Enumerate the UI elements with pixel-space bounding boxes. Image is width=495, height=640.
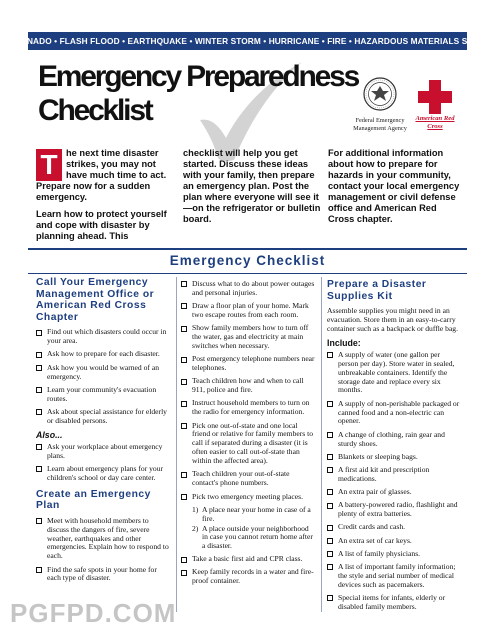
checklist-item-text: Ask how to prepare for each disaster.: [47, 349, 160, 359]
checkbox-icon[interactable]: [36, 518, 42, 524]
checklist-item: [181, 280, 316, 298]
checkbox-icon[interactable]: [181, 570, 187, 576]
checkbox-icon[interactable]: [327, 595, 333, 601]
checkbox-icon[interactable]: [36, 409, 42, 415]
checkbox-icon[interactable]: [327, 551, 333, 557]
watermark: PGFPD.COM: [10, 598, 177, 628]
checkbox-icon[interactable]: [36, 330, 42, 336]
checklist-item: [327, 466, 462, 484]
hazard-banner: TORNADO • FLASH FLOOD • EARTHQUAKE • WINTER STORM • HURRICANE • FIRE • HAZARDOUS MATERIALS SPILL: [28, 32, 467, 50]
checkbox-icon[interactable]: [181, 357, 187, 363]
checklist-item: [181, 377, 316, 395]
checkbox-icon[interactable]: [327, 503, 333, 509]
checklist-item: [181, 470, 316, 488]
checklist-item-text: Credit cards and cash.: [338, 522, 406, 532]
checklist-item: [327, 488, 462, 497]
meeting-place-number: 1): [192, 504, 199, 514]
checkbox-icon[interactable]: [181, 494, 187, 500]
checkbox-icon[interactable]: [181, 401, 187, 407]
red-cross-icon: [416, 78, 454, 116]
checklist-item: [36, 517, 171, 562]
checklist-item: [327, 563, 462, 590]
checklist-item: [36, 408, 171, 426]
checklist-item: [181, 302, 316, 320]
checklist-item: [327, 594, 462, 612]
checklist-item: [181, 493, 316, 502]
checklist-item-text: Blankets or sleeping bags.: [338, 451, 418, 461]
create-plan-heading: Create an Emergency Plan: [36, 488, 151, 512]
checklist-item-text: A supply of water (one gallon per person per day). Store water in sealed, unbreakable containers. Identify the storage date and replace every six months.: [338, 349, 455, 395]
checkbox-icon[interactable]: [327, 538, 333, 544]
checklist-item-text: Take a basic first aid and CPR class.: [192, 554, 303, 564]
also-heading: Also...: [36, 429, 63, 440]
checklist-item: [327, 523, 462, 532]
checklist-item: [327, 400, 462, 427]
column-rule-2: [321, 277, 322, 612]
meeting-place-item: [192, 525, 316, 552]
checklist-item-text: Learn about emergency plans for your children's school or day care center.: [47, 463, 164, 482]
fema-seal-icon: [363, 77, 397, 111]
checklist-item-text: Teach children your out-of-state contact's phone numbers.: [192, 469, 290, 488]
meeting-place-number: 2): [192, 523, 199, 533]
checklist-item: [181, 555, 316, 564]
checklist-item: [181, 422, 316, 467]
intro-paragraph-2: Learn how to protect yourself and cope with disaster by planning ahead. This: [36, 209, 167, 241]
checklist-item: [327, 431, 462, 449]
checkbox-icon[interactable]: [327, 432, 333, 438]
checkbox-icon[interactable]: [36, 387, 42, 393]
checkbox-icon[interactable]: [327, 564, 333, 570]
checkbox-icon[interactable]: [181, 423, 187, 429]
checklist-item-text: An extra pair of glasses.: [338, 487, 412, 497]
intro-paragraph-1: he next time disaster strikes, you may not have much time to act. Prepare now for a sudden emergency.: [36, 148, 167, 202]
checkbox-icon[interactable]: [181, 326, 187, 332]
checklist-item: [327, 537, 462, 546]
meeting-places-list: [192, 506, 316, 552]
red-cross-caption: American Red Cross: [415, 115, 455, 130]
section-divider-top: [28, 248, 467, 250]
checklist-item-text: A list of family physicians.: [338, 548, 421, 558]
checklist-item: [36, 443, 171, 461]
checklist-item-text: Special items for infants, elderly or disabled family members.: [338, 593, 446, 611]
checkbox-icon[interactable]: [327, 454, 333, 460]
column-rule-1: [176, 277, 177, 612]
meeting-place-text: A place outside your neighborhood in case you cannot return home after a disaster.: [202, 523, 313, 551]
checklist-item-text: Meet with household members to discuss the dangers of fire, severe weather, earthquakes and other emergencies. Explain how to respond to each.: [47, 515, 169, 561]
supplies-kit-intro: Assemble supplies you might need in an evacuation. Store them in an easy-to-carry container such as a backpack or duffle bag.: [327, 306, 459, 333]
checklist-item-text: Teach children how and when to call 911, police and fire.: [192, 376, 304, 395]
checklist-column-2: [181, 280, 316, 591]
checklist-item-text: Post emergency telephone numbers near telephones.: [192, 354, 315, 373]
checklist-item: [36, 328, 171, 346]
checklist-item: [36, 386, 171, 404]
checklist-item-text: Pick two emergency meeting places.: [192, 491, 303, 501]
drop-cap: T: [36, 149, 62, 181]
intro-column-1: [36, 148, 172, 242]
checklist-item-text: An extra set of car keys.: [338, 535, 412, 545]
checklist-item: [36, 350, 171, 359]
checklist-item-text: A supply of non-perishable packaged or canned food and a non-electric can opener.: [338, 398, 460, 426]
intro-column-3: For additional information about how to prepare for hazards in your community, contact your local emergency management or civil defense office and American Red Cross chapter.: [328, 148, 460, 224]
title-line-2: Checklist: [38, 94, 152, 127]
section-divider-bottom: [28, 273, 467, 274]
checkbox-icon[interactable]: [36, 352, 42, 358]
checklist-item: [327, 351, 462, 396]
checkbox-icon[interactable]: [327, 489, 333, 495]
checkbox-icon[interactable]: [327, 467, 333, 473]
checklist-item: [327, 501, 462, 519]
checkbox-icon[interactable]: [36, 567, 42, 573]
checklist-item-text: Keep family records in a water and fire-proof container.: [192, 567, 314, 586]
section-heading: Emergency Checklist: [169, 253, 326, 268]
checklist-item-text: A change of clothing, rain gear and sturdy shoes.: [338, 429, 445, 448]
supplies-kit-heading: Prepare a Disaster Supplies Kit: [327, 279, 427, 302]
checkbox-icon[interactable]: [327, 352, 333, 358]
column-1-heading: Call Your Emergency Management Office or American Red Cross Chapter: [36, 277, 155, 323]
checklist-item-text: Find out which disasters could occur in your area.: [47, 327, 167, 346]
checklist-item: [181, 568, 316, 586]
checklist-item-text: Instruct household members to turn on the radio for emergency information.: [192, 398, 310, 417]
checklist-item-text: Pick one out-of-state and one local friend or relative for family members to call if separated during a disaster (it is often easier to call out-of-state than within the affected area).: [192, 420, 314, 466]
checkbox-icon[interactable]: [181, 303, 187, 309]
checkbox-icon[interactable]: [181, 557, 187, 563]
checkbox-icon[interactable]: [181, 379, 187, 385]
include-heading: Include:: [327, 337, 361, 348]
checklist-item-text: Ask about special assistance for elderly or disabled persons.: [47, 406, 167, 425]
checklist-item: [36, 364, 171, 382]
checklist-item-text: Find the safe spots in your home for each type of disaster.: [47, 564, 157, 583]
checkbox-icon[interactable]: [36, 444, 42, 450]
meeting-place-text: A place near your home in case of a fire.: [202, 504, 311, 523]
checklist-column-1: [36, 277, 171, 588]
checklist-item-text: A battery-powered radio, flashlight and plenty of extra batteries.: [338, 500, 458, 519]
checklist-item: [36, 465, 171, 483]
meeting-place-item: [192, 506, 316, 524]
checklist-item: [327, 453, 462, 462]
checkbox-icon[interactable]: [327, 401, 333, 407]
title-line-1: Emergency Preparedness: [38, 60, 359, 93]
checklist-item-text: Learn your community's evacuation routes.: [47, 384, 157, 403]
checkbox-icon[interactable]: [36, 466, 42, 472]
checklist-item: [181, 399, 316, 417]
checkbox-icon[interactable]: [327, 525, 333, 531]
checklist-item-text: Discuss what to do about power outages and personal injuries.: [192, 279, 315, 297]
checklist-item-text: Ask how you would be warned of an emergency.: [47, 362, 159, 381]
checklist-item: [181, 324, 316, 351]
fema-caption: Federal Emergency Management Agency: [353, 117, 407, 132]
checklist-item-text: Show family members how to turn off the water, gas and electricity at main switches when necessary.: [192, 323, 309, 351]
checklist-item: [181, 355, 316, 373]
checklist-item: [327, 550, 462, 559]
checkbox-icon[interactable]: [181, 281, 187, 287]
checklist-item-text: Draw a floor plan of your home. Mark two escape routes from each room.: [192, 301, 309, 320]
intro-column-2: checklist will help you get started. Discuss these ideas with your family, then prepare an emergency plan. Post the plan where everyone will see it—on the refrigerator or bulletin board.: [183, 148, 321, 224]
checkbox-icon[interactable]: [36, 365, 42, 371]
checklist-item: [36, 566, 171, 584]
checkbox-icon[interactable]: [181, 472, 187, 478]
page-title: [38, 60, 358, 128]
checklist-item-text: A list of important family information; the style and serial number of medical devices such as pacemakers.: [338, 562, 456, 589]
checklist-column-3: [327, 277, 462, 616]
checklist-item-text: Ask your workplace about emergency plans.: [47, 441, 163, 460]
checklist-item-text: A first aid kit and prescription medications.: [338, 464, 430, 483]
